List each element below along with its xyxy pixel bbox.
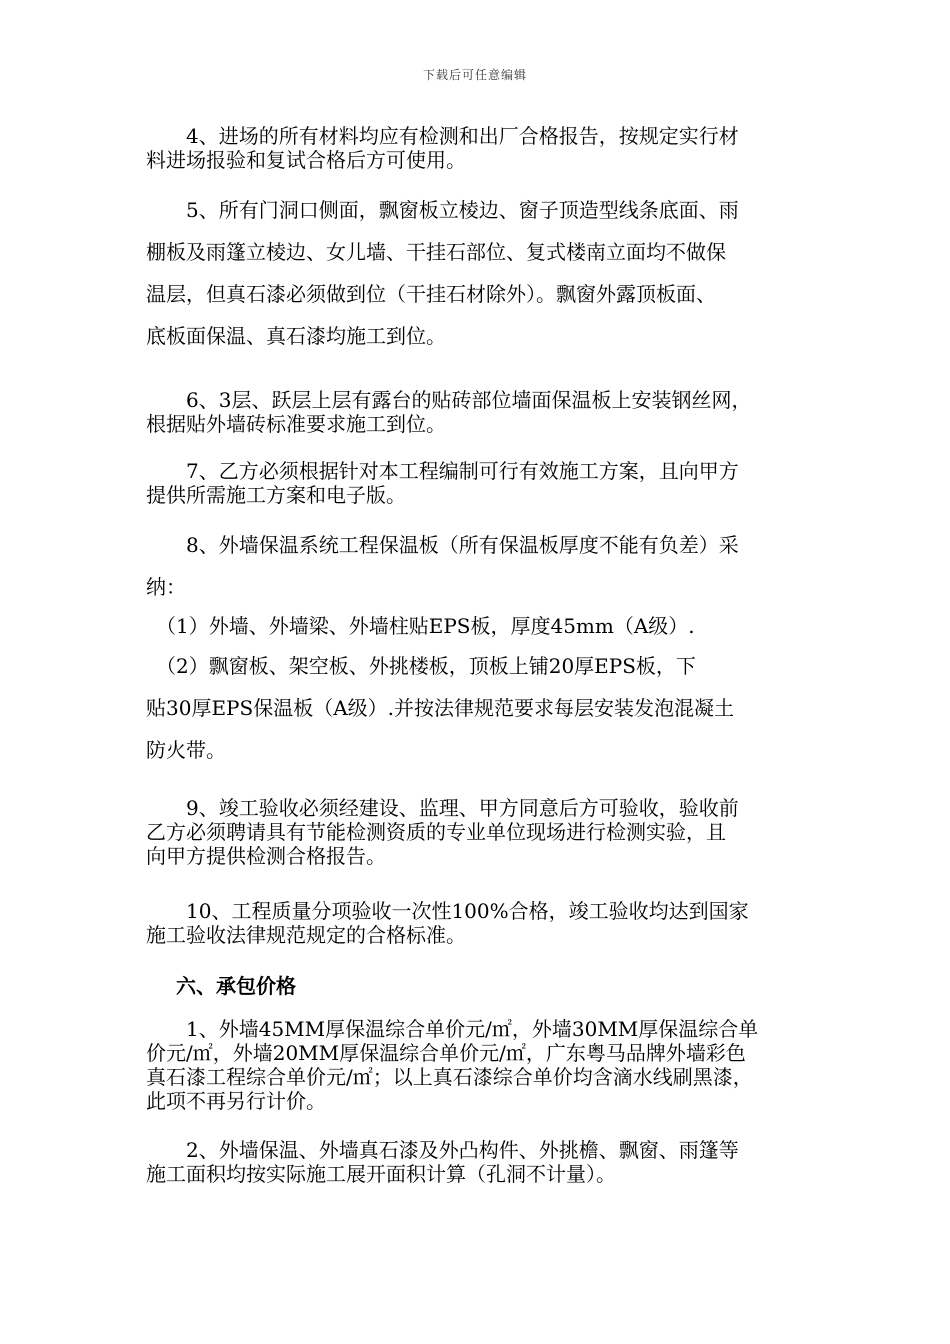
text-line: 1、外墙45MM厚保温综合单价元/㎡，外墙30MM厚保温综合单 <box>146 1017 759 1041</box>
text-line: 施工面积均按实际施工展开面积计算（孔洞不计量）。 <box>146 1162 616 1186</box>
text-line: 根据贴外墙砖标准要求施工到位。 <box>146 412 446 436</box>
clause-9 <box>146 796 814 868</box>
price-clause-2 <box>146 1138 814 1186</box>
text-line: 4、进场的所有材料均应有检测和出厂合格报告，按规定实行材 <box>146 124 739 148</box>
text-line: 向甲方提供检测合格报告。 <box>146 844 386 868</box>
text-line: 2、外墙保温、外墙真石漆及外凸构件、外挑檐、飘窗、雨篷等 <box>146 1138 739 1162</box>
text-line: 7、乙方必须根据针对本工程编制可行有效施工方案，且向甲方 <box>146 459 739 483</box>
text-line: 9、竣工验收必须经建设、监理、甲方同意后方可验收，验收前 <box>146 796 739 820</box>
text-line: 8、外墙保温系统工程保温板（所有保温板厚度不能有负差）采 <box>146 533 739 557</box>
text-line: 贴30厚EPS保温板（A级）.并按法律规范要求每层安装发泡混凝土 <box>146 696 735 720</box>
text-line: 棚板及雨篷立棱边、女儿墙、干挂石部位、复式楼南立面均不做保 <box>146 240 726 264</box>
section-heading: 六、承包价格 <box>176 974 296 998</box>
text-line: （2）飘窗板、架空板、外挑楼板，顶板上铺20厚EPS板，下 <box>146 654 696 678</box>
text-line: 5、所有门洞口侧面，飘窗板立棱边、窗子顶造型线条底面、雨 <box>146 198 739 222</box>
text-line: （1）外墙、外墙梁、外墙柱贴EPS板，厚度45mm（A级）. <box>146 614 695 638</box>
text-line: 料进场报验和复试合格后方可使用。 <box>146 148 466 172</box>
text-line: 温层，但真石漆必须做到位（干挂石材除外）。飘窗外露顶板面、 <box>146 282 716 306</box>
clause-7 <box>146 459 814 507</box>
text-line: 此项不再另行计价。 <box>146 1089 326 1113</box>
clause-5 <box>146 189 814 357</box>
text-line: 提供所需施工方案和电子版。 <box>146 483 406 507</box>
text-line: 价元/㎡，外墙20MM厚保温综合单价元/㎡，广东粤马品牌外墙彩色 <box>146 1041 746 1065</box>
text-line: 施工验收法律规范规定的合格标准。 <box>146 923 466 947</box>
price-clause-1 <box>146 1017 814 1113</box>
text-line: 10、工程质量分项验收一次性100%合格，竣工验收均达到国家 <box>146 899 749 923</box>
clause-8 <box>146 524 814 608</box>
page-header: 下载后可任意编辑 <box>422 68 527 82</box>
text-line: 乙方必须聘请具有节能检测资质的专业单位现场进行检测实验，且 <box>146 820 726 844</box>
clause-8-item-2 <box>146 645 814 771</box>
clause-10 <box>146 899 814 947</box>
text-line: 防火带。 <box>146 738 226 762</box>
clause-6 <box>146 388 814 436</box>
text-line: 底板面保温、真石漆均施工到位。 <box>146 324 446 348</box>
clause-4 <box>146 124 814 172</box>
text-line: 纳： <box>146 575 186 599</box>
text-line: 真石漆工程综合单价元/㎡；以上真石漆综合单价均含滴水线刷黑漆， <box>146 1065 753 1089</box>
text-line: 6、3层、跃层上层有露台的贴砖部位墙面保温板上安装钢丝网， <box>146 388 752 412</box>
clause-8-item-1 <box>146 605 814 647</box>
